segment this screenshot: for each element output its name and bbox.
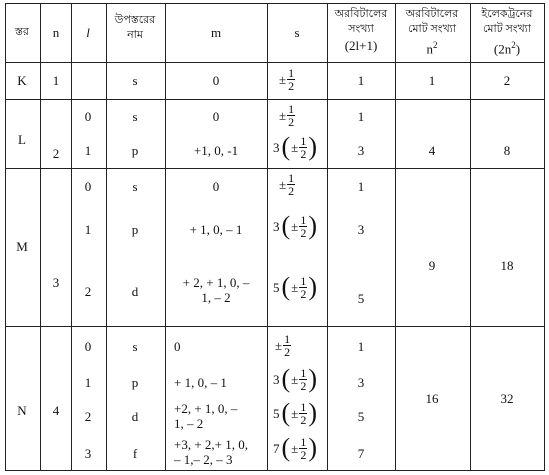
header-orbitals-line1: অরবিটালের	[334, 8, 388, 20]
total-electrons: 8	[503, 143, 511, 158]
l-value: 2	[84, 284, 92, 299]
col-divider	[544, 3, 545, 471]
col-divider	[395, 3, 396, 471]
subshell-name: p	[131, 143, 139, 158]
header-total-electrons-line1: ইলেকট্রনের	[481, 8, 533, 20]
m-values-line2: 1, – 2	[201, 290, 231, 305]
total-electrons: 2	[503, 73, 511, 88]
col-divider	[71, 3, 72, 471]
orbital-count: 3	[357, 375, 365, 390]
n-l: 2	[52, 146, 60, 161]
row-divider	[5, 168, 544, 169]
orbital-count: 7	[357, 446, 365, 461]
m-values-line1: + 2, + 1, 0, –	[182, 275, 250, 290]
header-total-orbitals-line1: অরবিটালের	[405, 8, 459, 20]
orbital-count: 1	[357, 73, 365, 88]
row-divider	[5, 326, 544, 327]
col-divider	[267, 3, 268, 471]
subshell-name: s	[132, 179, 138, 194]
header-shell: স্তর	[15, 26, 29, 38]
total-electrons: 18	[500, 258, 514, 273]
spin-value: 3 ( ± $\frac{1}{2}$ )	[273, 364, 317, 393]
subshell-name: s	[132, 339, 138, 354]
l-value: 1	[84, 143, 92, 158]
subshell-name: p	[131, 375, 139, 390]
header-total-electrons-line2: মোট সংখ্যা	[482, 23, 532, 35]
shell-k: K	[17, 73, 27, 88]
row-divider	[5, 99, 544, 100]
n-m: 3	[52, 275, 60, 290]
m-values-line2: – 1,– 2, – 3	[174, 452, 233, 467]
spin-value: ± $\frac{1}{2}$	[275, 332, 291, 359]
m-values: 0	[212, 73, 220, 88]
col-divider	[106, 3, 107, 471]
total-orbitals: 1	[428, 73, 436, 88]
spin-value: 7 ( ± $\frac{1}{2}$ )	[273, 433, 317, 462]
m-values: 0	[212, 179, 220, 194]
col-divider	[327, 3, 328, 471]
subshell-name: d	[131, 409, 139, 424]
l-value: 1	[84, 375, 92, 390]
spin-value: ± $\frac{1}{2}$	[279, 102, 295, 129]
subshell-name: f	[132, 446, 138, 461]
n-n: 4	[52, 403, 60, 418]
spin-value: ± $\frac{1}{2}$	[279, 66, 295, 93]
header-subshell-line1: উপস্তরের	[114, 14, 156, 26]
subshell-name: s	[132, 109, 138, 124]
header-m: m	[210, 25, 222, 40]
l-value: 0	[84, 179, 92, 194]
orbital-count: 1	[357, 109, 365, 124]
l-value: 3	[84, 446, 92, 461]
l-value: 0	[84, 339, 92, 354]
col-divider	[5, 3, 6, 471]
shell-m: M	[16, 239, 28, 254]
header-subshell-line2: নাম	[127, 29, 143, 41]
total-orbitals: 4	[428, 143, 436, 158]
header-total-orbitals-line2: মোট সংখ্যা	[407, 23, 457, 35]
total-electrons: 32	[500, 391, 514, 406]
subshell-name: p	[131, 222, 139, 237]
m-values: + 1, 0, – 1	[174, 375, 227, 390]
m-values: 0	[212, 109, 220, 124]
shell-l: L	[18, 132, 26, 147]
m-values-line1: +2, + 1, 0, –	[174, 401, 238, 416]
orbital-count: 1	[357, 339, 365, 354]
m-values: +1, 0, -1	[193, 143, 239, 158]
l-value: 2	[84, 409, 92, 424]
subshell-name: s	[132, 73, 138, 88]
col-divider	[165, 3, 166, 471]
header-total-electrons-formula: $(2n^2)$	[493, 40, 521, 57]
col-divider	[40, 3, 41, 471]
m-values-line2: 1, – 2	[174, 416, 204, 431]
table-border-bottom	[5, 470, 544, 471]
l-value: 0	[84, 109, 92, 124]
col-divider	[470, 3, 471, 471]
m-values: 0	[174, 339, 181, 354]
spin-value: 3 ( ± $\frac{1}{2}$ )	[273, 211, 317, 240]
orbital-count: 3	[357, 222, 365, 237]
spin-value: ± $\frac{1}{2}$	[279, 171, 295, 198]
header-orbitals-line2: সংখ্যা	[348, 23, 374, 35]
n-k: 1	[52, 73, 60, 88]
l-value: 1	[84, 222, 92, 237]
header-orbitals-formula: (2l+1)	[344, 38, 378, 53]
row-divider	[5, 62, 544, 63]
header-total-orbitals-formula: $n^2$	[426, 40, 438, 57]
total-orbitals: 9	[428, 258, 436, 273]
subshell-name: d	[131, 284, 139, 299]
orbital-count: 1	[357, 179, 365, 194]
orbital-count: 3	[357, 143, 365, 158]
orbital-count: 5	[357, 409, 365, 424]
header-s: s	[294, 25, 300, 40]
m-values-line1: +3, + 2,+ 1, 0,	[174, 437, 248, 452]
total-orbitals: 16	[425, 391, 439, 406]
header-l: l	[86, 25, 90, 40]
m-values: + 1, 0, – 1	[189, 222, 243, 237]
spin-value: 3 ( ± $\frac{1}{2}$ )	[273, 132, 317, 161]
spin-value: 5 ( ± $\frac{1}{2}$ )	[273, 272, 317, 301]
table-border-top	[5, 3, 544, 4]
shell-n: N	[17, 403, 27, 418]
header-n: n	[52, 25, 60, 40]
spin-value: 5 ( ± $\frac{1}{2}$ )	[273, 398, 317, 427]
orbital-count: 5	[357, 291, 365, 306]
